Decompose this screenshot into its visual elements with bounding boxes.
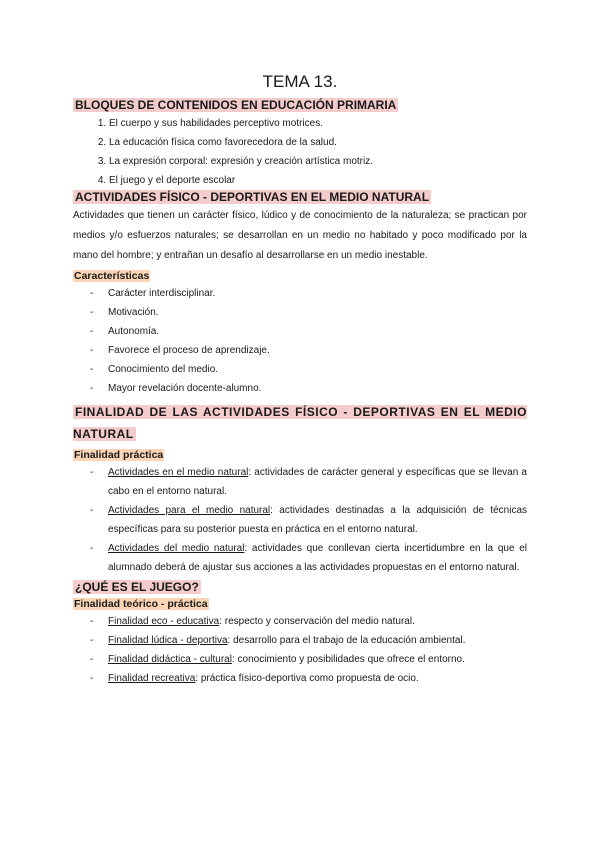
list-item bbox=[73, 669, 527, 688]
subheading-caracteristicas: Características bbox=[74, 270, 150, 282]
list-item-text: : actividades de carácter general y específicas que se llevan a cabo en el entorno natural. bbox=[108, 467, 527, 497]
list-item: - Autonomía. bbox=[73, 322, 527, 341]
list-item-term: Actividades en el medio natural bbox=[108, 467, 249, 478]
section-heading-actividades: ACTIVIDADES FÍSICO - DEPORTIVAS EN EL MEDIO NATURAL bbox=[75, 190, 430, 204]
section-heading-bloques: BLOQUES DE CONTENIDOS EN EDUCACIÓN PRIMARIA bbox=[75, 98, 397, 112]
list-item bbox=[73, 650, 527, 669]
subheading-finalidad-practica: Finalidad práctica bbox=[74, 449, 164, 461]
list-item: - Motivación. bbox=[73, 303, 527, 322]
list-item bbox=[73, 463, 527, 501]
list-item-term: Finalidad eco - educativa bbox=[108, 616, 220, 627]
subheading-finalidad-teorico: Finalidad teórico - práctica bbox=[74, 598, 208, 610]
list-item-text: : actividades destinadas a la adquisición de técnicas específicas para su posterior puesta en práctica en el entorno natural. bbox=[108, 505, 528, 535]
list-item-text: : conocimiento y posibilidades que ofrece el entorno. bbox=[231, 654, 465, 665]
list-item-text: : desarrollo para el trabajo de la educación ambiental. bbox=[227, 635, 466, 646]
list-item-text: : práctica físico-deportiva como propuesta de ocio. bbox=[195, 673, 419, 684]
list-item-term: Actividades para el medio natural bbox=[108, 505, 271, 516]
list-item-text: : respecto y conservación del medio natural. bbox=[219, 616, 415, 627]
list-item: 4. El juego y el deporte escolar bbox=[109, 171, 527, 190]
list-item-text: : actividades que conllevan cierta incertidumbre en la que el alumnado deberá de ajustar sus acciones a las actividades propuestas en el entorno natural. bbox=[108, 543, 527, 573]
list-item: 2. La educación física como favorecedora de la salud. bbox=[109, 133, 527, 152]
list-item: - Favorece el proceso de aprendizaje. bbox=[73, 341, 527, 360]
list-item: 3. La expresión corporal: expresión y creación artística motriz. bbox=[109, 152, 527, 171]
list-item bbox=[73, 612, 527, 631]
list-item: - Mayor revelación docente-alumno. bbox=[73, 379, 527, 398]
list-item-term: Finalidad didáctica - cultural bbox=[108, 654, 232, 665]
list-item bbox=[73, 539, 527, 577]
list-item bbox=[73, 501, 527, 539]
list-item: 1. El cuerpo y sus habilidades perceptivo motrices. bbox=[109, 114, 527, 133]
list-item-term: Finalidad recreativa bbox=[108, 673, 196, 684]
page-title: TEMA 13. bbox=[262, 72, 338, 91]
section-heading-finalidad: FINALIDAD DE LAS ACTIVIDADES FÍSICO - DEPORTIVAS EN EL MEDIO NATURAL bbox=[73, 405, 527, 441]
list-item-term: Finalidad lúdica - deportiva bbox=[108, 635, 228, 646]
list-item: - Conocimiento del medio. bbox=[73, 360, 527, 379]
actividades-paragraph: Actividades que tienen un carácter físico, lúdico y de conocimiento de la naturaleza; se practican por medios y/o esfuerzos naturales; se desarrollan en un medio no habitado y poco modificado por la mano del hombre; y entrañan un desafío al desarrollarse en un medio inestable. bbox=[73, 210, 527, 261]
list-item bbox=[73, 631, 527, 650]
caracteristicas-list bbox=[73, 284, 527, 398]
finalidad-practica-list bbox=[73, 463, 527, 577]
list-item-term: Actividades del medio natural bbox=[108, 543, 245, 554]
bloques-list bbox=[73, 114, 527, 190]
finalidad-teorico-list bbox=[73, 612, 527, 688]
list-item: - Carácter interdisciplinar. bbox=[73, 284, 527, 303]
section-heading-juego: ¿QUÉ ES EL JUEGO? bbox=[75, 580, 199, 594]
